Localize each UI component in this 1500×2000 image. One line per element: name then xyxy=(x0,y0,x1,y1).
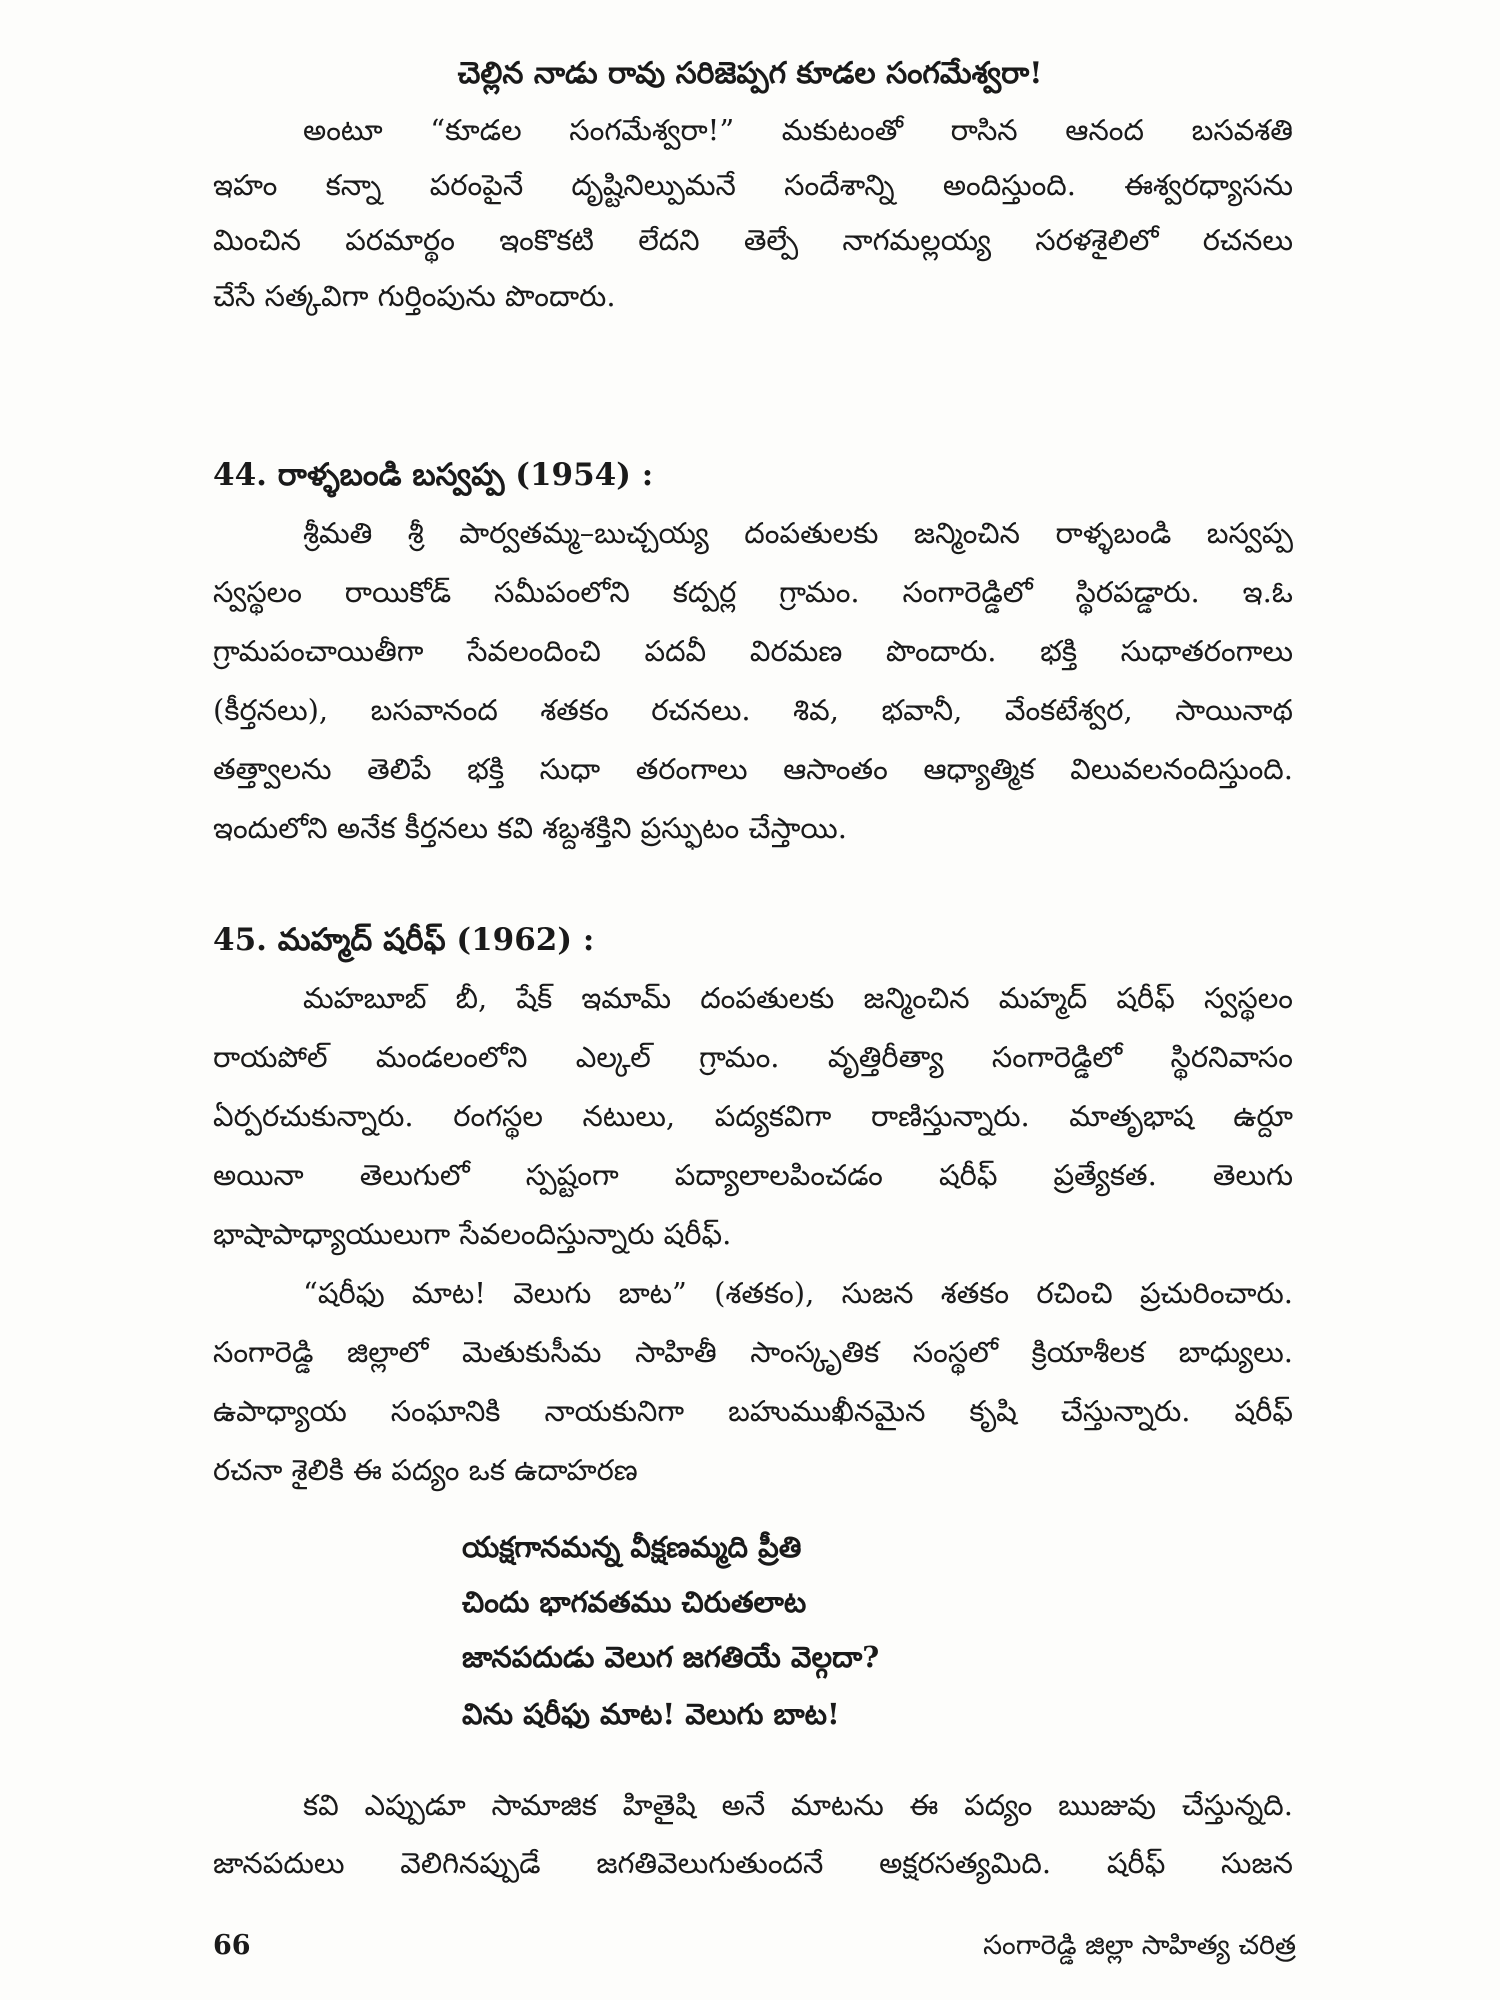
paragraph-line: స్వస్థలం రాయికోడ్ సమీపంలోని కద్పర్ల గ్రామం. సంగారెడ్డిలో స్థిరపడ్డారు. ఇ.ఓ xyxy=(213,575,1293,609)
verse-line: జానపదుడు వెలుగ జగతియే వెల్గదా? xyxy=(462,1640,880,1674)
paragraph-line: ఉపాధ్యాయ సంఘానికి నాయకునిగా బహుముఖీనమైన కృషి చేస్తున్నారు. షరీఫ్ xyxy=(213,1394,1293,1428)
paragraph-line: “షరీఫు మాట! వెలుగు బాట” (శతకం), సుజన శతకం రచించి ప్రచురించారు. xyxy=(303,1276,1293,1310)
paragraph-line: జానపదులు వెలిగినప్పుడే జగతివెలుగుతుందనే అక్షరసత్యమిది. షరీఫ్ సుజన xyxy=(213,1846,1293,1880)
paragraph-line: ఇందులోని అనేక కీర్తనలు కవి శబ్దశక్తిని ప్రస్ఫుటం చేస్తాయి. xyxy=(213,811,847,845)
paragraph-line: సంగారెడ్డి జిల్లాలో మెతుకుసీమ సాహితీ సాంస్కృతిక సంస్థలో క్రియాశీలక బాధ్యులు. xyxy=(213,1335,1293,1369)
paragraph-line: అంటూ “కూడల సంగమేశ్వరా!” మకుటంతో రాసిన ఆనంద బసవశతి xyxy=(303,113,1293,147)
paragraph-line: (కీర్తనలు), బసవానంద శతకం రచనలు. శివ, భవానీ, వేంకటేశ్వర, సాయినాథ xyxy=(213,693,1293,727)
verse-line: చిందు భాగవతము చిరుతలాట xyxy=(462,1585,807,1619)
paragraph-line: రాయపోల్ మండలంలోని ఎల్కల్ గ్రామం. వృత్తిరీత్యా సంగారెడ్డిలో స్థిరనివాసం xyxy=(213,1040,1293,1074)
verse-line: విను షరీఫు మాట! వెలుగు బాట! xyxy=(462,1697,840,1731)
paragraph-line: మహబూబ్ బీ, షేక్ ఇమామ్ దంపతులకు జన్మించిన మహ్మద్ షరీఫ్ స్వస్థలం xyxy=(303,981,1293,1015)
running-title: సంగారెడ్డి జిల్లా సాహిత్య చరిత్ర xyxy=(983,1930,1296,1961)
paragraph-line: మించిన పరమార్థం ఇంకొకటి లేదని తెల్పే నాగమల్లయ్య సరళశైలిలో రచనలు xyxy=(213,223,1293,257)
paragraph-line: రచనా శైలికి ఈ పద్యం ఒక ఉదాహరణ xyxy=(213,1453,638,1487)
paragraph-line: ఏర్పరచుకున్నారు. రంగస్థల నటులు, పద్యకవిగా రాణిస్తున్నారు. మాతృభాష ఉర్దూ xyxy=(213,1099,1293,1133)
paragraph-line: చేసే సత్కవిగా గుర్తింపును పొందారు. xyxy=(213,279,616,313)
paragraph-line: అయినా తెలుగులో స్పష్టంగా పద్యాలాలపించడం షరీఫ్ ప్రత్యేకత. తెలుగు xyxy=(213,1158,1293,1192)
paragraph-line: భాషాపాధ్యాయులుగా సేవలందిస్తున్నారు షరీఫ్. xyxy=(213,1217,732,1251)
section-heading: 44. రాళ్ళబండి బస్వప్ప (1954) : xyxy=(213,457,654,493)
section-heading: 45. మహ్మద్ షరీఫ్ (1962) : xyxy=(213,922,595,958)
verse-line: యక్షగానమన్న వీక్షణమ్మది ప్రీతి xyxy=(462,1530,802,1564)
paragraph-line: కవి ఎప్పుడూ సామాజిక హితైషి అనే మాటను ఈ పద్యం ఋజువు చేస్తున్నది. xyxy=(303,1788,1293,1822)
paragraph-line: శ్రీమతి శ్రీ పార్వతమ్మ–బుచ్చయ్య దంపతులకు జన్మించిన రాళ్ళబండి బస్వప్ప xyxy=(303,516,1293,550)
page-number: 66 xyxy=(213,1930,251,1961)
paragraph-line: తత్త్వాలను తెలిపే భక్తి సుధా తరంగాలు ఆసాంతం ఆధ్యాత్మిక విలువలనందిస్తుంది. xyxy=(213,752,1293,786)
paragraph-line: ఇహం కన్నా పరంపైనే దృష్టినిల్పుమనే సందేశాన్ని అందిస్తుంది. ఈశ్వరధ్యాసను xyxy=(213,168,1293,202)
opening-verse-line: చెల్లిన నాడు రావు సరిజెప్పగ కూడల సంగమేశ్వరా! xyxy=(457,56,1043,91)
paragraph-line: గ్రామపంచాయితీగా సేవలందించి పదవీ విరమణ పొందారు. భక్తి సుధాతరంగాలు xyxy=(213,634,1293,668)
